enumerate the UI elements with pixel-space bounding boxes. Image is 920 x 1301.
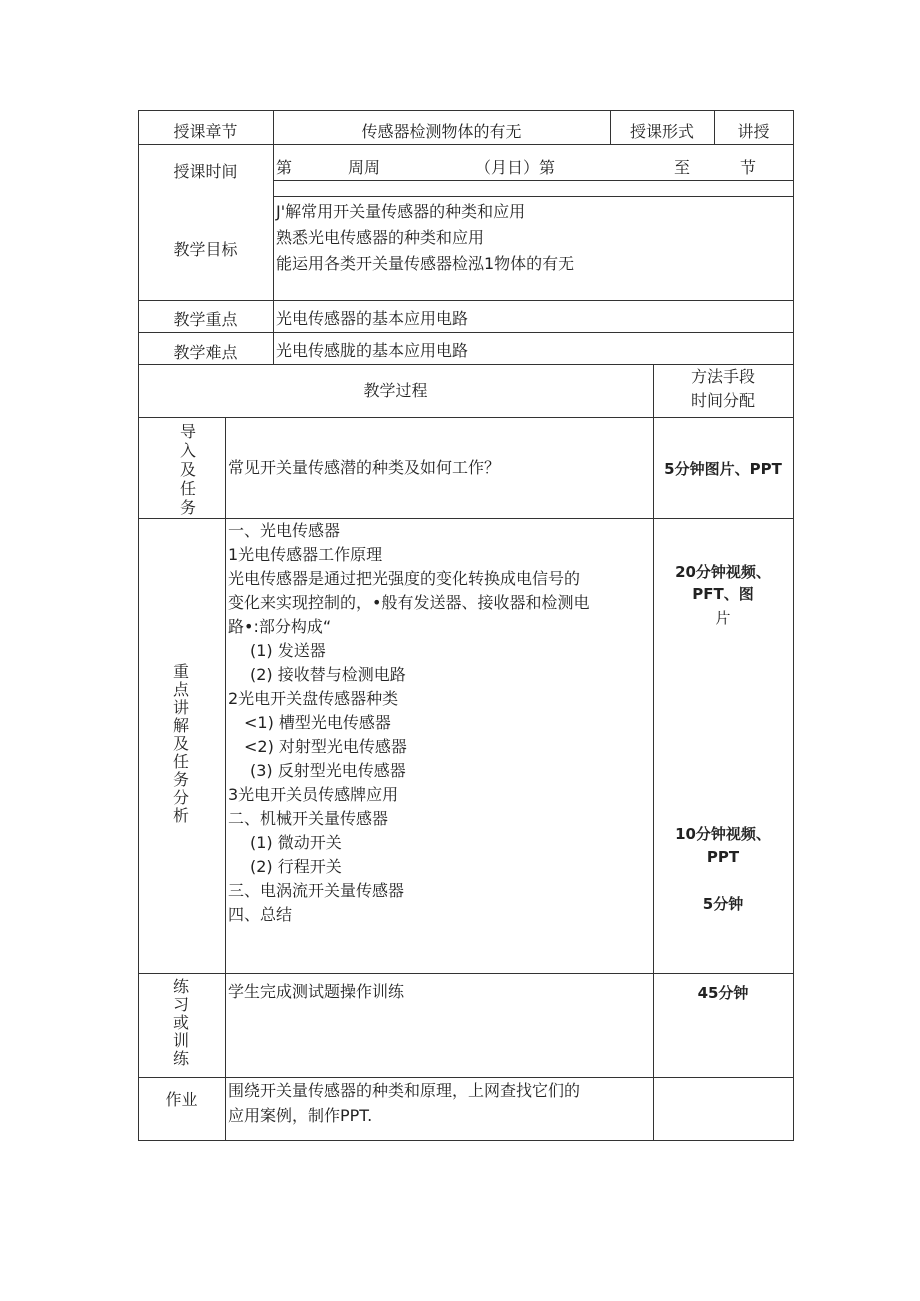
analysis-line: 变化来实现控制的，•般有发送器、接收器和检测电 bbox=[228, 593, 590, 612]
rule bbox=[138, 110, 139, 1141]
homework-line: 应用案例，制作PPT. bbox=[228, 1106, 373, 1125]
analysis-method: 10分钟视频、 bbox=[675, 825, 771, 843]
analysis-line: <2) 对射型光电传感器 bbox=[244, 737, 407, 756]
analysis-line: 二、机械开关量传感器 bbox=[228, 809, 389, 828]
homework-label: 作业 bbox=[165, 1090, 198, 1109]
focus-label: 教学重点 bbox=[173, 310, 238, 329]
rule bbox=[138, 1140, 794, 1141]
form-label: 授课形式 bbox=[629, 122, 694, 141]
intro-content: 常见开关量传感潜的种类及如何工作？ bbox=[228, 458, 501, 477]
chapter-label: 授课章节 bbox=[173, 122, 238, 141]
analysis-line: 四、总结 bbox=[228, 905, 293, 924]
analysis-line: 3光电开关员传感牌应用 bbox=[228, 785, 399, 804]
intro-label: 导入及任务 bbox=[179, 422, 196, 517]
rule bbox=[793, 110, 794, 1141]
chapter-value: 传感器检测物体的有无 bbox=[361, 122, 522, 141]
analysis-line: 一、光电传感器 bbox=[228, 521, 341, 540]
rule bbox=[138, 110, 794, 111]
difficulty-value: 光电传感胧的基本应用电路 bbox=[276, 341, 469, 360]
analysis-line: (1) 微动开关 bbox=[250, 833, 342, 852]
objective-item: J'解常用开关量传感器的种类和应用 bbox=[276, 202, 526, 221]
time-week: 周周 bbox=[348, 158, 381, 177]
time-period: 节 bbox=[740, 158, 757, 177]
analysis-line: 2光电开关盘传感器种类 bbox=[228, 689, 399, 708]
analysis-method: PFT、图 bbox=[692, 585, 754, 603]
rule bbox=[138, 1077, 794, 1078]
rule bbox=[138, 332, 794, 333]
method-title: 时间分配 bbox=[690, 391, 755, 410]
rule bbox=[138, 144, 794, 145]
rule bbox=[273, 196, 794, 197]
rule bbox=[138, 300, 794, 301]
analysis-line: <1) 槽型光电传感器 bbox=[244, 713, 391, 732]
objective-item: 熟悉光电传感器的种类和应用 bbox=[276, 228, 485, 247]
analysis-line: (3) 反射型光电传感器 bbox=[250, 761, 406, 780]
analysis-method: 5分钟 bbox=[702, 895, 744, 913]
rule bbox=[138, 417, 794, 418]
difficulty-label: 教学难点 bbox=[173, 343, 238, 362]
analysis-method: 片 bbox=[715, 609, 731, 627]
practice-method: 45分钟 bbox=[697, 984, 749, 1002]
rule bbox=[273, 180, 794, 181]
time-week-prefix: 第 bbox=[276, 158, 293, 177]
focus-value: 光电传感器的基本应用电路 bbox=[276, 309, 469, 328]
rule bbox=[138, 973, 794, 974]
time-label: 授课时间 bbox=[173, 162, 238, 181]
process-title: 教学过程 bbox=[363, 381, 428, 400]
analysis-line: (1) 发送器 bbox=[250, 641, 326, 660]
practice-label: 练习或训练 bbox=[172, 977, 189, 1068]
analysis-line: 1光电传感器工作原理 bbox=[228, 545, 383, 564]
rule bbox=[225, 417, 226, 1141]
objectives-label: 教学目标 bbox=[173, 240, 238, 259]
analysis-line: 路•:部分构成“ bbox=[228, 617, 332, 636]
time-date: （月日）第 bbox=[475, 158, 556, 177]
objective-item: 能运用各类开关量传感器检泓1物体的有无 bbox=[276, 254, 575, 273]
homework-line: 围绕开关量传感器的种类和原理，上网查找它们的 bbox=[228, 1081, 581, 1100]
practice-content: 学生完成测试题操作训练 bbox=[228, 982, 405, 1001]
intro-method: 5分钟图片、PPT bbox=[664, 460, 782, 478]
analysis-line: (2) 行程开关 bbox=[250, 857, 342, 876]
analysis-label: 重点讲解及任务分析 bbox=[172, 662, 189, 825]
form-value: 讲授 bbox=[737, 122, 770, 141]
rule bbox=[273, 110, 274, 364]
analysis-line: 三、电涡流开关量传感器 bbox=[228, 881, 405, 900]
time-to: 至 bbox=[674, 158, 691, 177]
method-title: 方法手段 bbox=[690, 367, 755, 386]
analysis-line: 光电传感器是通过把光强度的变化转换成电信号的 bbox=[228, 569, 581, 588]
analysis-line: (2) 接收替与检测电路 bbox=[250, 665, 406, 684]
analysis-method: PPT bbox=[706, 848, 740, 866]
analysis-method: 20分钟视频、 bbox=[675, 563, 771, 581]
